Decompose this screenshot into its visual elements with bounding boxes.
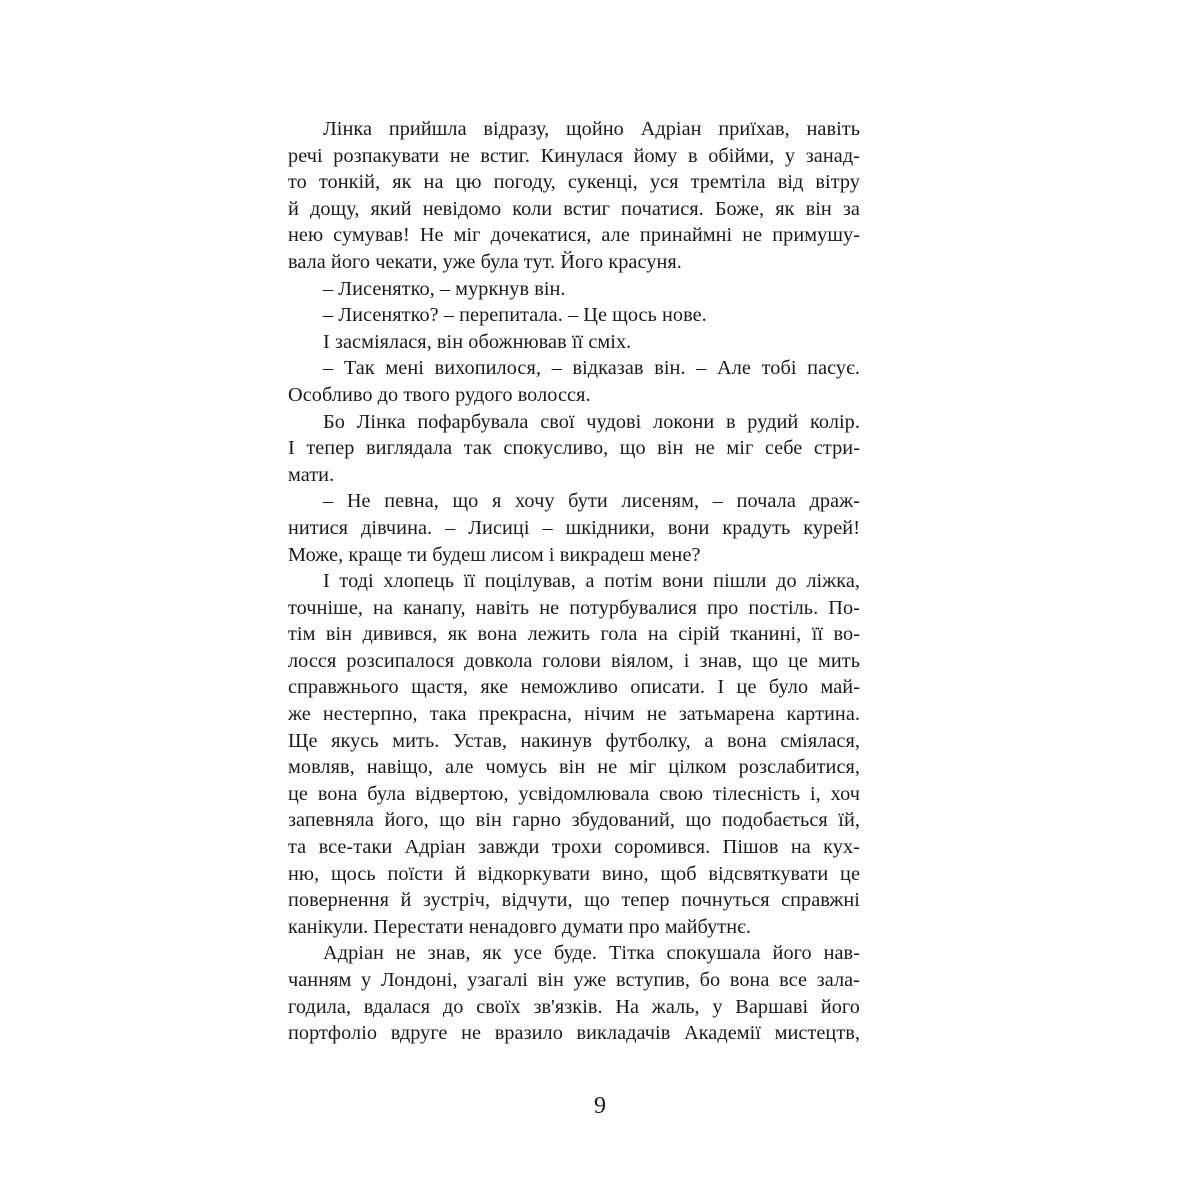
text-line: – Лисенятко? – перепитала. – Це щось нове. [323, 304, 707, 327]
text-line: вала його чекати, уже була тут. Його красуня. [288, 250, 682, 273]
text-line: нитися дівчина. – Лисиці – шкідники, вони крадуть курей! [288, 516, 860, 539]
text-line: це вона була відвертою, усвідомлювала свою тілесність і, хоч [288, 782, 860, 805]
text-line: Бо Лінка пофарбувала свої чудові локони в рудий колір. [323, 410, 860, 433]
text-line: Особливо до твого рудого волосся. [288, 383, 591, 406]
text-line: Може, краще ти будеш лисом і викрадеш мене? [288, 543, 701, 566]
text-line: й дощу, який невідомо коли встиг початися. Боже, як він за [288, 197, 860, 220]
text-line: лосся розсипалося довкола голови віялом, і знав, що це мить [288, 649, 860, 672]
text-line: повернення й зустріч, відчути, що тепер почнуться справжні [288, 889, 860, 912]
text-line: мати. [288, 463, 335, 486]
text-line: та все-таки Адріан завжди трохи соромився. Пішов на кух- [288, 836, 860, 859]
text-line: Лінка прийшла відразу, щойно Адріан приїхав, навіть [323, 118, 860, 140]
text-line: тім він дивився, як вона лежить гола на сірій тканині, її во- [288, 623, 860, 646]
text-line: – Лисенятко, – муркнув він. [323, 277, 566, 300]
text-line: же нестерпно, така прекрасна, нічим не затьмарена картина. [288, 703, 860, 726]
text-line: ню, щось поїсти й відкоркувати вино, щоб відсвяткувати це [288, 862, 860, 885]
text-line: Ще якусь мить. Устав, накинув футболку, а вона сміялася, [288, 729, 860, 752]
text-line: справжнього щастя, яке неможливо описати. І це було май- [288, 676, 860, 699]
text-line: канікули. Перестати ненадовго думати про майбутнє. [288, 915, 751, 938]
text-line: то тонкій, як на цю погоду, сукенці, уся тремтіла від вітру [288, 171, 860, 194]
text-line: І засміялася, він обожнював її сміх. [323, 330, 632, 353]
text-line: речі розпакувати не встиг. Кинулася йому в обійми, у занад- [288, 144, 860, 167]
text-line: запевняла його, що він гарно збудований, що подобається їй, [288, 809, 860, 832]
text-line: чанням у Лондоні, узагалі він уже вступив, бо вона все зала- [288, 969, 860, 991]
text-line: – Так мені вихопилося, – відказав він. – Але тобі пасує. [323, 357, 860, 380]
text-line: точніше, на канапу, навіть не потурбувалися про постіль. По- [288, 596, 860, 619]
text-line: – Не певна, що я хочу бути лисеням, – почала драж- [323, 490, 860, 513]
text-line: Адріан не знав, як усе буде. Тітка спокушала його нав- [323, 942, 860, 965]
text-line: І тоді хлопець її поцілував, а потім вони пішли до ліжка, [323, 570, 860, 593]
page-body [288, 116, 860, 1047]
text-line: годила, вдалася до своїх зв'язків. На жаль, у Варшаві його [288, 995, 860, 1018]
text-line: нею сумував! Не міг дочекатися, але принаймні не примушу- [288, 224, 860, 247]
page-number: 9 [594, 1093, 606, 1119]
text-line: портфоліо вдруге не вразило викладачів Академії мистецтв, [288, 1022, 860, 1045]
text-line: І тепер виглядала так спокусливо, що він не міг себе стри- [288, 437, 860, 460]
text-line: мовляв, навіщо, але чомусь він не міг цілком розслабитися, [288, 756, 860, 779]
